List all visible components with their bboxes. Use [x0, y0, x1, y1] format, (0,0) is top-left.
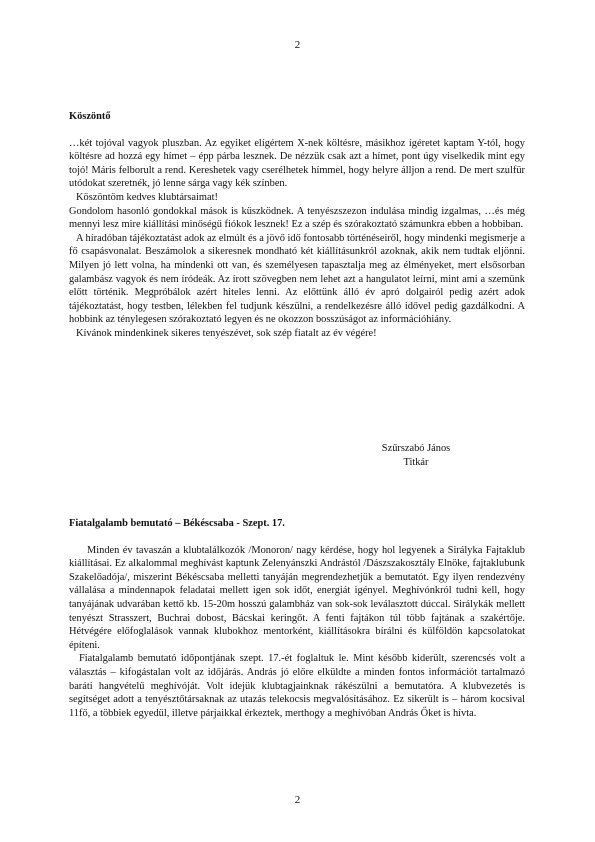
section-event-report [69, 517, 525, 720]
paragraph: Köszöntöm kedves klubtársaimat! [76, 191, 218, 203]
section-title: Fiatalgalamb bemutató – Békéscsaba - Szept. 17. [69, 518, 285, 529]
page-number-top: 2 [294, 39, 301, 51]
paragraph: …két tojóval vagyok pluszban. Az egyiket elígértem X-nek költésre, másikhoz ígéretet kaptam Y-tól, hogy költésre ad hozzá egy hímet – épp párba lesznek. De nézzük csak azt a hímet, pont úgy viselkedik mint egy tojó! Máris felborult a rend. Kereshetek vagy cserélhetek hímmel, hogy helyre álljon a rend. De mert szulfür utódokat szeretnék, jó lenne sárga vagy kék színben. [69, 137, 525, 190]
paragraph: Kívánok mindenkinek sikeres tenyészévet, sok szép fiatalt az év végére! [76, 327, 377, 339]
paragraph: Gondolom hasonló gondokkal mások is küszködnek. A tenyészszezon indulása mindig izgalmas, …és még mennyi lesz mire kiállítási minőségű fiókok lesznek! Ez a szép és szórakoztató számunkra ebben a hobbiban. [69, 205, 525, 231]
signature-name: Szűrszabó János [381, 443, 451, 454]
paragraph: A híradóban tájékoztatást adok az elmúlt és a jövő idő fontosabb történéseiről, hogy mindenki megismerje a fő csapásvonalat. Beszámolok a sikeresnek mondható két kiállításunkról azoknak, akik nem tudtak eljönni. Milyen jó lett volna, ha mindenki ott van, és személyesen tapasztalja meg az élményeket, mert elsősorban galambász vagyok és nem íródeák. Az írott szövegben nem lehet azt a hangulatot leírni, mint ami a szemünk előtt történik. Megpróbálok azért hiteles lenni. Az előttünk álló év apró dolgairól pedig azért adok tájékoztatást, hogy testben, lélekben fel tudjunk készülni, a rendelkezésre álló idővel pedig gazdálkodni. A hobbink az ténylegesen szórakoztató legyen és ne okozzon bosszúságot az információhiány. [69, 232, 525, 326]
section-greeting [69, 110, 525, 341]
signature-block [372, 442, 460, 469]
paragraph: Fiatalgalamb bemutató időpontjának szept. 17.-ét foglaltuk le. Mint később kiderült, szerencsés volt a választás – kifogástalan volt az időjárás. András jó előre elküldte a minden fontos információt tartalmazó baráti hangvételű meghívóját. Volt idejük klubtagjainknak rákészülni a bemutatóra. A klubvezetés is segítséget adott a tenyésztőtársaknak az utazás telekocsis megvalósításához. Ez sikerült is – három kocsival 11fő, a többiek egyedül, illetve párjaikkal érkeztek, merthogy a meghívóban András Őket is hívta. [69, 653, 525, 719]
signature-role: Titkár [403, 456, 429, 468]
page-number-bottom: 2 [294, 794, 301, 806]
section-title: Köszöntő [69, 111, 111, 122]
paragraph: Minden év tavaszán a klubtalálkozók /Monoron/ nagy kérdése, hogy hol legyenek a Sirályka Fajtaklub kiállításai. Ez alkalommal meghívást kaptunk Zelenyánszki Andrástól /Dászszakosztály Elnöke, fajtaklubunk Szakelőadója/, miszerint Békéscsaba melletti tanyáján megrendezhetjük a bemutatót. Egy ilyen rendezvény vállalása a mindennapok feladatai mellett igen sok időt, energiát igényel. Meghívónkról tudni kell, hogy tanyájának udvarában kettő kb. 15-20m hosszú galambház van sok-sok leválasztott dúccal. Sirálykák mellett tenyészt Strasszert, Buchrai dobost, Bácskai keringőt. A fenti fajtákon túl több fajtának a szakértője. Hétvégére előfoglalások vannak klubokhoz mentorként, kiállításokra bírálni és külföldön kapcsolatokat építeni. [69, 544, 525, 651]
